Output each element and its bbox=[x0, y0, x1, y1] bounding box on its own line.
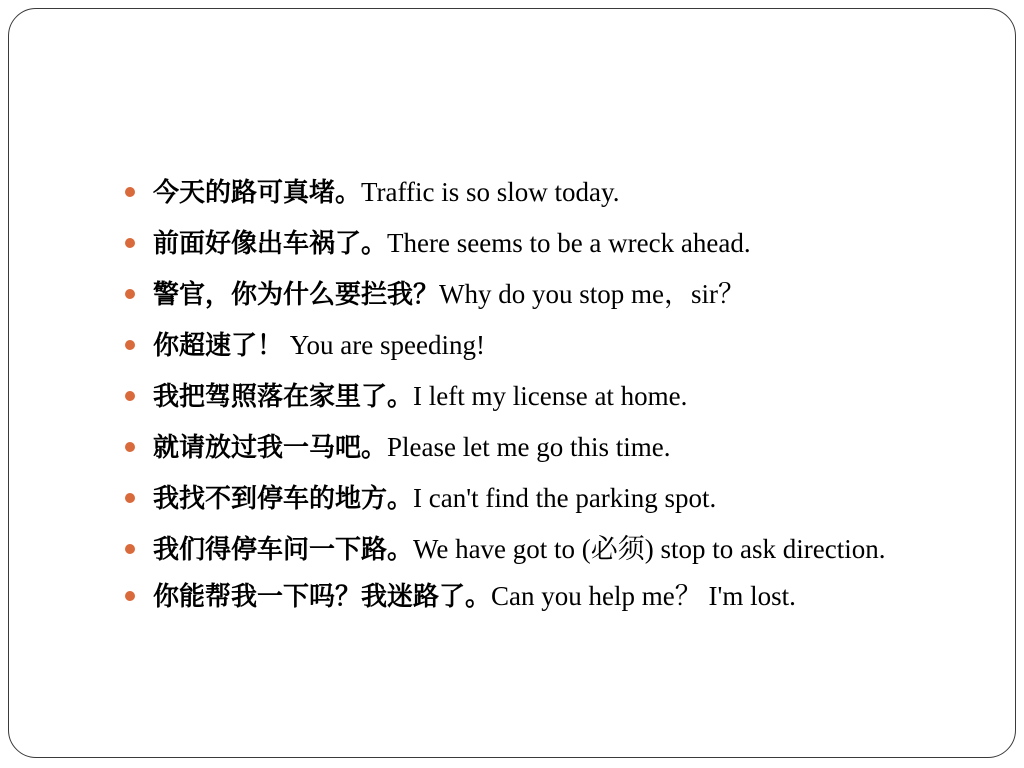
bullet-icon bbox=[125, 493, 135, 503]
bullet-icon bbox=[125, 591, 135, 601]
chinese-text: 你能帮我一下吗？我迷路了。 bbox=[153, 582, 492, 612]
english-text: There seems to be a wreck ahead. bbox=[387, 228, 751, 258]
bullet-icon bbox=[125, 391, 135, 401]
chinese-text: 我们得停车问一下路。 bbox=[153, 535, 414, 565]
list-item bbox=[123, 576, 913, 617]
english-text: Can you help me？ I'm lost. bbox=[491, 581, 796, 611]
bullet-icon bbox=[125, 544, 135, 554]
bullet-icon bbox=[125, 289, 135, 299]
bullet-icon bbox=[125, 238, 135, 248]
list-item bbox=[123, 172, 913, 213]
list-item bbox=[123, 274, 913, 315]
bullet-icon bbox=[125, 442, 135, 452]
phrase-list bbox=[123, 172, 913, 627]
bullet-icon bbox=[125, 187, 135, 197]
english-text: I left my license at home. bbox=[413, 381, 688, 411]
list-item bbox=[123, 376, 913, 417]
english-text: Why do you stop me，sir？ bbox=[439, 279, 745, 309]
chinese-text: 就请放过我一马吧。 bbox=[153, 433, 388, 463]
english-text: Traffic is so slow today. bbox=[361, 177, 620, 207]
list-item bbox=[123, 223, 913, 264]
chinese-text: 警官，你为什么要拦我？ bbox=[153, 280, 440, 310]
english-text: You are speeding! bbox=[283, 330, 485, 360]
chinese-text: 你超速了！ bbox=[153, 331, 284, 361]
chinese-text: 我找不到停车的地方。 bbox=[153, 484, 414, 514]
list-item bbox=[123, 427, 913, 468]
list-item bbox=[123, 325, 913, 366]
english-text: We have got to (必须) stop to ask direction. bbox=[413, 534, 886, 564]
slide-frame bbox=[8, 8, 1016, 758]
list-item bbox=[123, 478, 913, 519]
english-text: Please let me go this time. bbox=[387, 432, 671, 462]
chinese-text: 今天的路可真堵。 bbox=[153, 178, 362, 208]
english-text: I can't find the parking spot. bbox=[413, 483, 717, 513]
chinese-text: 我把驾照落在家里了。 bbox=[153, 382, 414, 412]
list-item bbox=[123, 529, 913, 570]
chinese-text: 前面好像出车祸了。 bbox=[153, 229, 388, 259]
bullet-icon bbox=[125, 340, 135, 350]
